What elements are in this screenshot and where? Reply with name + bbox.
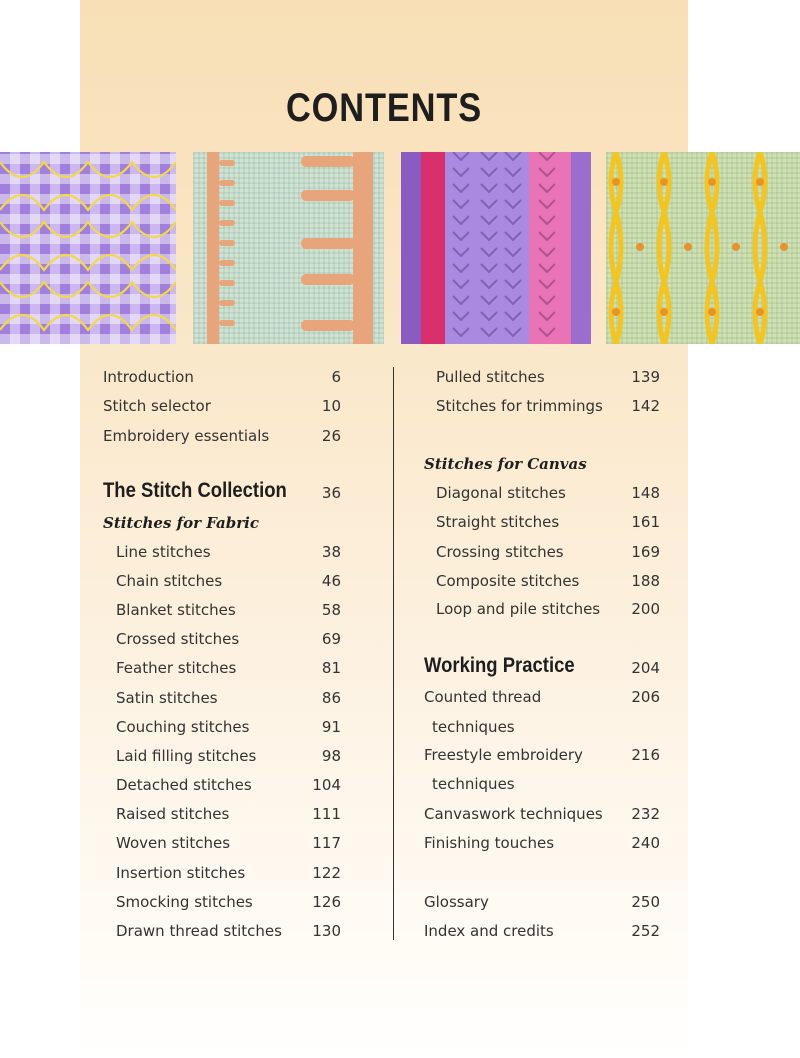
toc-entry-pulled-stitches[interactable]: Pulled stitches — [436, 368, 545, 386]
toc-entry-stitch-selector[interactable]: Stitch selector — [103, 397, 211, 415]
toc-page-number: 204 — [631, 659, 660, 677]
toc-page-number: 142 — [631, 397, 660, 415]
buttonhole-edge-swatch — [193, 152, 384, 344]
toc-entry-index-and-credits[interactable]: Index and credits — [424, 922, 554, 940]
toc-page-number: 86 — [321, 689, 341, 707]
toc-entry-diagonal-stitches[interactable]: Diagonal stitches — [436, 484, 566, 502]
toc-page-number: 216 — [631, 746, 660, 764]
subheading-stitches-for-canvas: Stitches for Canvas — [424, 455, 587, 473]
toc-entry-raised-stitches[interactable]: Raised stitches — [116, 805, 230, 823]
page-title: CONTENTS — [285, 86, 483, 130]
toc-entry-detached-stitches[interactable]: Detached stitches — [116, 776, 252, 794]
toc-entry-freestyle-embroidery[interactable]: Freestyle embroidery — [424, 746, 583, 764]
toc-entry-line-stitches[interactable]: Line stitches — [116, 543, 211, 561]
toc-page-number: 161 — [631, 513, 660, 531]
toc-page-number: 111 — [312, 805, 341, 823]
toc-entry-finishing-touches[interactable]: Finishing touches — [424, 834, 555, 852]
toc-entry-feather-stitches[interactable]: Feather stitches — [116, 659, 237, 677]
smocking-lattice-swatch — [0, 152, 176, 344]
toc-page-number: 122 — [312, 864, 341, 882]
toc-page-number: 130 — [312, 922, 341, 940]
toc-page-number: 58 — [321, 601, 341, 619]
toc-entry-couching-stitches[interactable]: Couching stitches — [116, 718, 250, 736]
toc-page-number: 69 — [321, 630, 341, 648]
toc-entry-embroidery-essentials[interactable]: Embroidery essentials — [103, 427, 270, 445]
toc-page-number: 10 — [321, 397, 341, 415]
toc-entry-crossing-stitches[interactable]: Crossing stitches — [436, 543, 564, 561]
toc-entry-satin-stitches[interactable]: Satin stitches — [116, 689, 218, 707]
column-divider — [393, 367, 394, 940]
toc-page-number: 200 — [631, 600, 660, 618]
toc-entry-counted-thread[interactable]: Counted thread — [424, 688, 542, 706]
toc-page-number: 91 — [321, 718, 341, 736]
toc-entry-straight-stitches[interactable]: Straight stitches — [436, 513, 560, 531]
knitted-chain-swatch — [401, 152, 591, 344]
subheading-stitches-for-fabric: Stitches for Fabric — [103, 514, 259, 532]
toc-entry-continuation: techniques — [432, 718, 515, 736]
toc-page-number: 98 — [321, 747, 341, 765]
toc-entry-blanket-stitches[interactable]: Blanket stitches — [116, 601, 236, 619]
toc-page-number: 188 — [631, 572, 660, 590]
toc-entry-chain-stitches[interactable]: Chain stitches — [116, 572, 223, 590]
toc-page-number: 104 — [312, 776, 341, 794]
pulled-thread-swatch — [606, 152, 800, 344]
toc-entry-introduction[interactable]: Introduction — [103, 368, 194, 386]
toc-page-number: 240 — [631, 834, 660, 852]
toc-page-number: 169 — [631, 543, 660, 561]
toc-page-number: 252 — [631, 922, 660, 940]
toc-page-number: 26 — [321, 427, 341, 445]
toc-page-number: 126 — [312, 893, 341, 911]
section-heading-stitch-collection[interactable]: The Stitch Collection — [103, 479, 287, 502]
toc-page-number: 250 — [631, 893, 660, 911]
toc-page-number: 6 — [331, 368, 341, 386]
toc-entry-stitches-for-trimmings[interactable]: Stitches for trimmings — [436, 397, 603, 415]
toc-entry-composite-stitches[interactable]: Composite stitches — [436, 572, 580, 590]
toc-page-number: 206 — [631, 688, 660, 706]
section-heading-working-practice[interactable]: Working Practice — [424, 654, 575, 677]
toc-entry-crossed-stitches[interactable]: Crossed stitches — [116, 630, 240, 648]
toc-entry-smocking-stitches[interactable]: Smocking stitches — [116, 893, 253, 911]
toc-page-number: 232 — [631, 805, 660, 823]
toc-page-number: 81 — [321, 659, 341, 677]
toc-page-number: 38 — [321, 543, 341, 561]
toc-entry-insertion-stitches[interactable]: Insertion stitches — [116, 864, 246, 882]
toc-page-number: 139 — [631, 368, 660, 386]
toc-page-number: 148 — [631, 484, 660, 502]
toc-entry-drawn-thread-stitches[interactable]: Drawn thread stitches — [116, 922, 282, 940]
toc-page-number: 46 — [321, 572, 341, 590]
toc-entry-continuation: techniques — [432, 775, 515, 793]
toc-entry-loop-and-pile-stitches[interactable]: Loop and pile stitches — [436, 600, 601, 618]
toc-entry-canvaswork-techniques[interactable]: Canvaswork techniques — [424, 805, 603, 823]
toc-entry-glossary[interactable]: Glossary — [424, 893, 489, 911]
toc-page-number: 36 — [321, 484, 341, 502]
toc-page-number: 117 — [312, 834, 341, 852]
toc-entry-laid-filling-stitches[interactable]: Laid filling stitches — [116, 747, 257, 765]
toc-entry-woven-stitches[interactable]: Woven stitches — [116, 834, 231, 852]
